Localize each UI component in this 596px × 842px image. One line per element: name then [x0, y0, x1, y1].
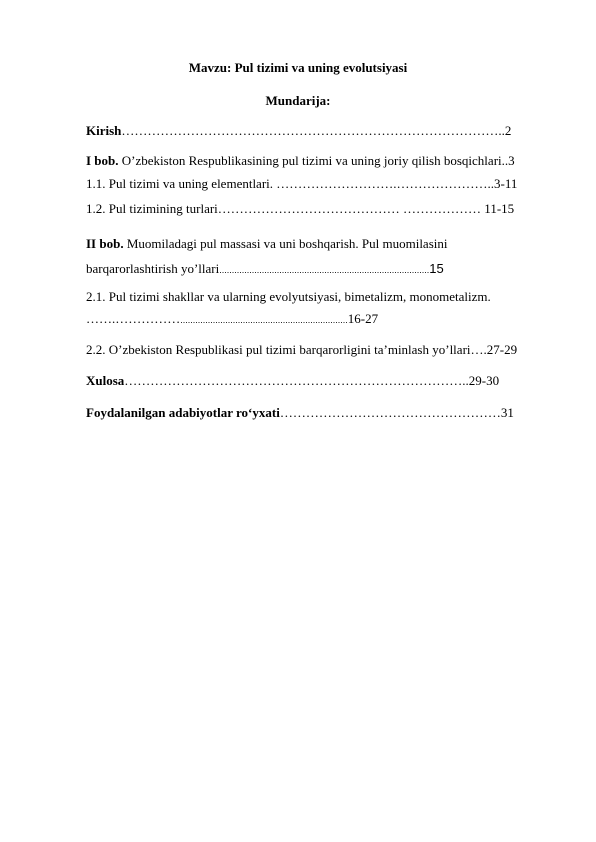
- toc-leader: ……………………………………………: [279, 405, 501, 420]
- toc-entry-2-1: 2.1. Pul tizimi shakllar va ularning evolyutsiyasi, bimetalizm, monometalizm.: [86, 289, 491, 304]
- toc-entry-references: [86, 405, 556, 421]
- toc-entry-xulosa: [86, 373, 556, 389]
- toc-label: Foydalanilgan adabiyotlar ro‘yxati: [86, 405, 280, 420]
- toc-leader: ……………………………………………………………………………..: [121, 123, 505, 138]
- toc-text: barqarorlashtirish yo’llari: [86, 261, 220, 276]
- toc-label: I bob.: [86, 153, 119, 168]
- toc-entry-2-1-cont: [86, 311, 556, 327]
- toc-entry-kirish: [86, 123, 556, 139]
- toc-label: Kirish: [86, 123, 122, 138]
- toc-leader: ....................................................................................: [219, 265, 430, 275]
- toc-entry-1-1: 1.1. Pul tizimi va uning elementlari. ……………………….…………………..3-11: [86, 176, 518, 191]
- toc-page: 15: [429, 261, 444, 276]
- toc-entry-chapter-2-cont: [86, 261, 556, 277]
- toc-page: 31: [500, 405, 514, 420]
- toc-leader: …….……………: [86, 311, 181, 326]
- toc-text: O’zbekiston Respublikasining pul tizimi va uning joriy qilish bosqichlari..3: [118, 153, 515, 168]
- toc-entry-2-2: 2.2. O’zbekiston Respublikasi pul tizimi barqarorligini ta’minlash yo’llari….27-29: [86, 342, 518, 357]
- toc-entry-chapter-2: [86, 236, 556, 252]
- toc-leader: ...................................................................: [180, 315, 348, 325]
- toc-label: Xulosa: [86, 373, 125, 388]
- toc-leader: ……………………………………………………………………..: [124, 373, 469, 388]
- toc-page: 2: [504, 123, 512, 138]
- contents-heading: Mundarija:: [265, 93, 331, 108]
- toc-label: II bob.: [86, 236, 124, 251]
- toc-entry-chapter-1: [86, 153, 556, 169]
- toc-entry-1-2: 1.2. Pul tizimining turlari…………………………………… ……………… 11-15: [86, 201, 515, 216]
- toc-page: 29-30: [468, 373, 500, 388]
- topic-title: Mavzu: Pul tizimi va uning evolutsiyasi: [188, 60, 408, 75]
- toc-page: 16-27: [347, 311, 379, 326]
- toc-text: Muomiladagi pul massasi va uni boshqarish. Pul muomilasini: [123, 236, 448, 251]
